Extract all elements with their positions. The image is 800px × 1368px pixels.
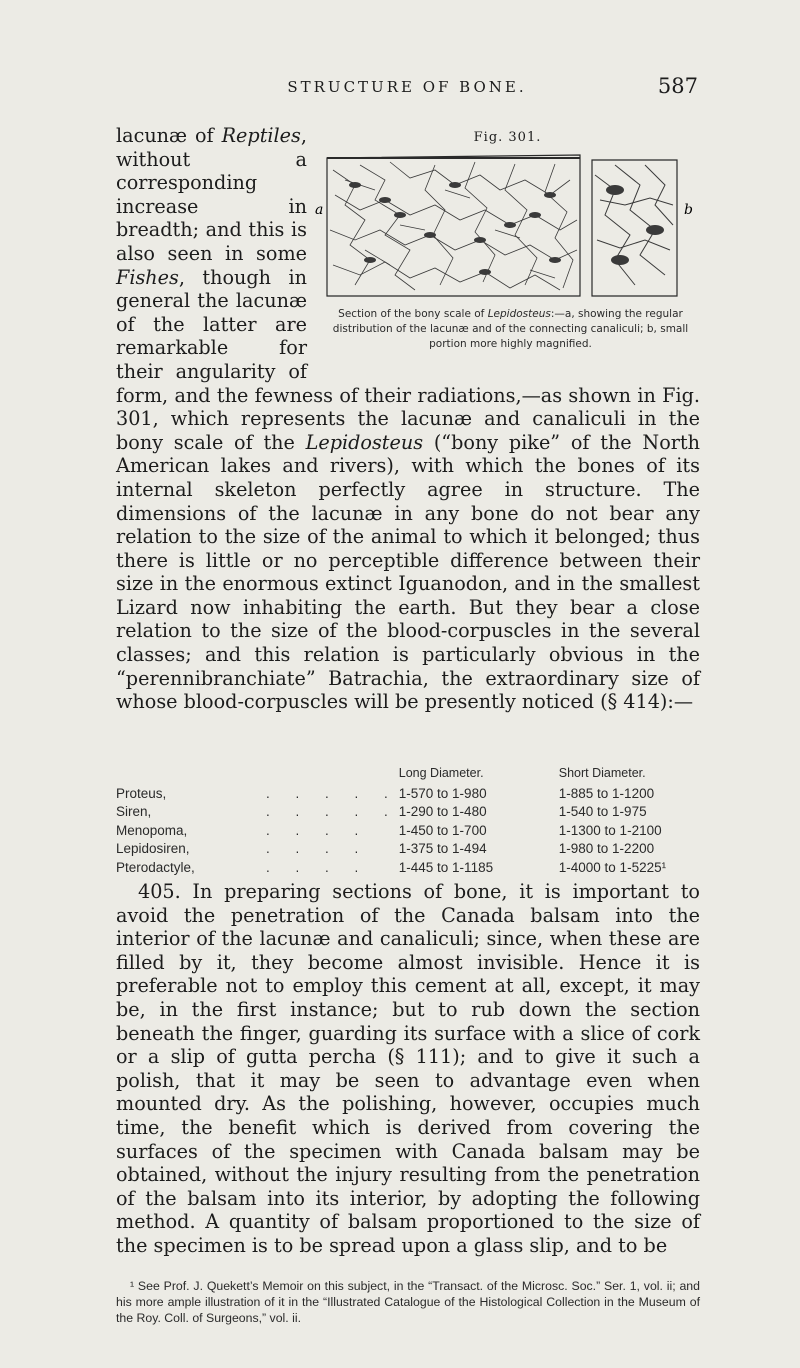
row-species: Proteus, (116, 785, 167, 801)
p1-reptiles: Reptiles (221, 124, 301, 147)
row-leader-dots: . . . . . (266, 804, 399, 820)
panel-a-letter: a (315, 202, 324, 218)
table-row (116, 821, 706, 840)
row-short-diameter: 1-885 to 1-1200 (558, 785, 655, 801)
figure-301 (315, 124, 700, 381)
table-body (116, 784, 706, 877)
panel-a-label (315, 202, 323, 218)
paragraph-405: 405. In preparing sections of bone, it is important to avoid the penetration of the Canada balsam into the interior of the lacunæ and canaliculi; since, when these are filled by it, they become almost invisible. Hence it is preferable not to employ this cement at all, except, it may be, in the first instance; but to rub down the section beneath the finger, guarding its surface with a slice of cork or a slip of gutta percha (§ 111); and to give it such a polish, that it may be seen to advantage even when mounted dry. As the polishing, however, occupies much time, the benefit which is derived from covering the surfaces of the specimen with Canada balsam may be obtained, without the injury resulting from the penetration of the balsam into its interior, by adopting the following method. A quantity of balsam proportioned to the size of the specimen is to be spread upon a glass slip, and to be (116, 880, 700, 1257)
p1-lepidosteus: Lepidosteus (305, 430, 424, 454)
row-species: Lepidosiren, (116, 841, 190, 857)
table-header-row (116, 766, 706, 784)
table-row (116, 840, 706, 859)
p1-text-3: , though in general the lacunæ of the latter are remarkable for their angularity of form, and the fewness of their radiations,—as shown in Fig. 301, which represents the lacunæ and canaliculi in the bony scale of the (116, 265, 700, 454)
panel-b-section (592, 160, 677, 296)
row-long-diameter: 1-570 to 1-980 (398, 785, 487, 801)
row-leader-dots: . . . . (266, 822, 370, 838)
panel-b-letter: b (684, 202, 693, 218)
header-spacer (116, 766, 266, 784)
row-leader-dots: . . . . . (266, 785, 399, 801)
row-short-diameter: 1-1300 to 1-2100 (558, 822, 662, 838)
table-row (116, 784, 706, 803)
row-leader-dots: . . . . (266, 859, 370, 875)
p1-text-1: lacunæ of (116, 124, 222, 147)
table-row (116, 803, 706, 822)
p1-text-2: , without a corresponding increase in breadth; and this is also seen in some (116, 124, 307, 265)
table-row (116, 858, 706, 877)
row-long-diameter: 1-450 to 1-700 (398, 822, 487, 838)
panel-b-label (684, 202, 693, 218)
measurement-table (116, 766, 706, 877)
caption-part-2: :—a, showing the regular distribution of the lacunæ and of the connecting canaliculi; b, small portion more highly magnified. (332, 308, 689, 350)
row-species: Pterodactyle, (116, 859, 195, 875)
caption-genus: Lepidosteus (487, 308, 551, 320)
running-title: STRUCTURE OF BONE. (287, 78, 527, 96)
header-short-diameter: Short Diameter. (558, 766, 646, 780)
figure-caption (321, 307, 700, 352)
figure-title: Fig. 301. (473, 130, 542, 145)
panel-a-section (327, 155, 580, 296)
paragraph-lacunae (116, 124, 700, 714)
row-long-diameter: 1-445 to 1-1185 (398, 859, 494, 875)
page-number: 587 (657, 74, 698, 98)
running-head (116, 74, 698, 98)
p1-text-4: (“bony pike” of the North American lakes and rivers), with which the bones of its internal skeleton perfectly agree in structure. The dimensions of the lacunæ in any bone do not bear any relation to the size of the animal to which it belonged; thus there is little or no perceptible difference between their size in the enormous extinct Iguanodon, and in the smallest Lizard now inhabiting the earth. But they bear a close relation to the size of the blood-corpuscles in the several classes; and this relation is particularly obvious in the “perennibranchiate” Batrachia, the extraordinary size of whose blood-corpuscles will be presently noticed (§ 414):— (116, 430, 700, 714)
header-long-diameter: Long Diameter. (398, 766, 484, 780)
row-leader-dots: . . . . (266, 841, 370, 857)
p1-fishes: Fishes (116, 265, 179, 289)
row-long-diameter: 1-375 to 1-494 (398, 841, 487, 857)
figure-illustration (315, 150, 700, 300)
row-species: Menopoma, (116, 822, 188, 838)
row-short-diameter: 1-980 to 1-2200 (558, 841, 655, 857)
header-spacer-2 (266, 766, 399, 784)
footnote: ¹ See Prof. J. Quekett’s Memoir on this subject, in the “Transact. of the Microsc. Soc.” Ser. 1, vol. ii; and his more ample illustration of it in the “Illustrated Catalogue of the Histological Collection in the Museum of the Roy. Coll. of Surgeons,” vol. ii. (116, 1279, 700, 1325)
row-species: Siren, (116, 804, 152, 820)
row-short-diameter: 1-540 to 1-975 (558, 804, 647, 820)
caption-part-1: Section of the bony scale of (338, 308, 488, 320)
row-long-diameter: 1-290 to 1-480 (398, 804, 487, 820)
row-short-diameter: 1-4000 to 1-5225¹ (558, 859, 667, 875)
blood-corpuscle-table (116, 766, 706, 877)
